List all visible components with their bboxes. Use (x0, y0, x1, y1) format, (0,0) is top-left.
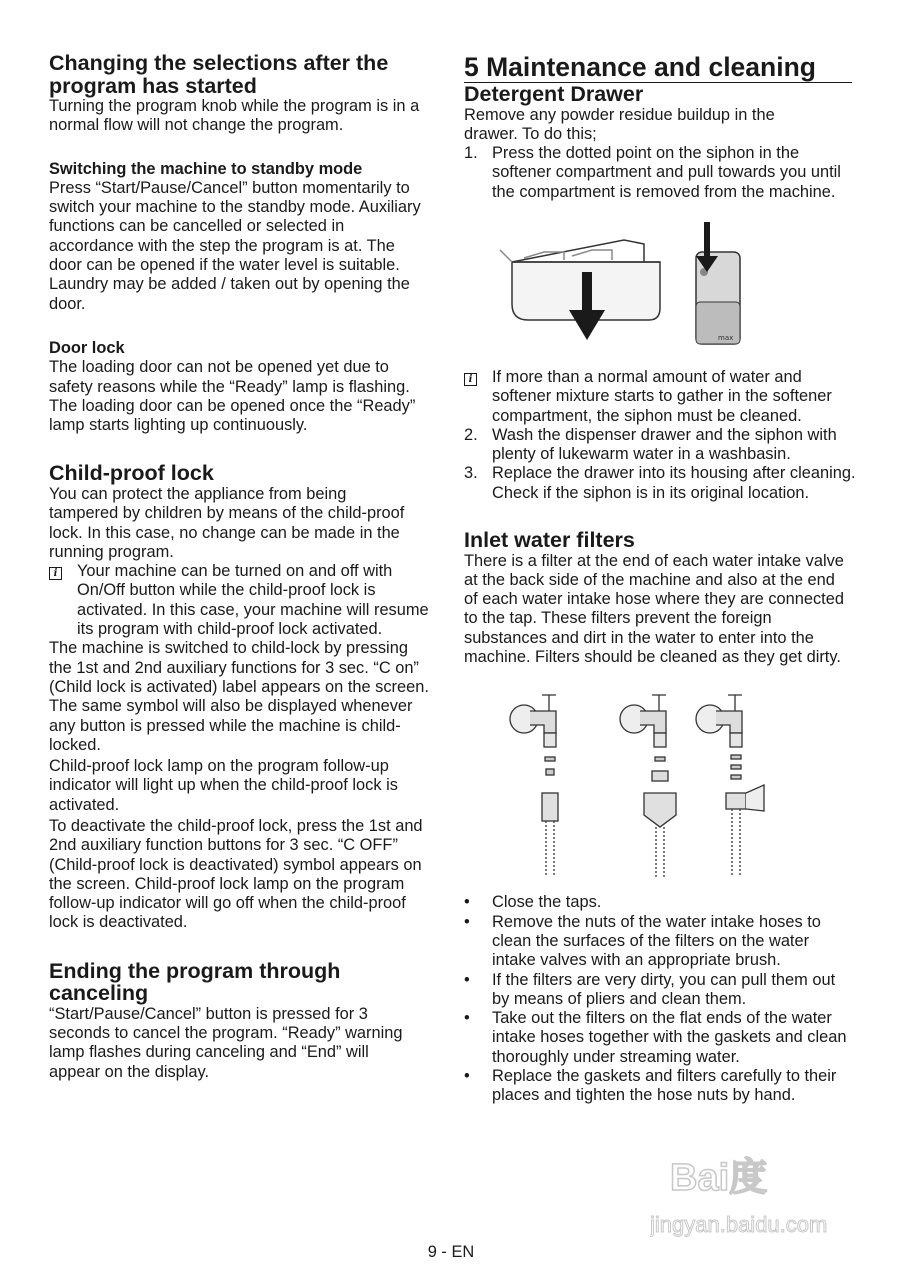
paragraph: The machine is switched to child-lock by pressing the 1st and 2nd auxiliary functions for 3 sec. “C on” (Child lock is activated) label appears on the screen. The same symbol will also be displayed whenever any button is pressed while the machine is child-locked. (49, 639, 429, 754)
section-title-child-proof-lock: Child-proof lock (49, 461, 214, 486)
list-item (464, 913, 856, 971)
info-icon: i (464, 373, 477, 386)
list-item (464, 893, 856, 912)
bullet-mark: • (464, 912, 470, 931)
note-row (49, 562, 444, 639)
inlet-filters-figure (464, 681, 856, 881)
drawer-illustration (500, 240, 660, 320)
list-item (464, 971, 856, 1010)
bullet-mark: • (464, 1009, 470, 1028)
page-number: 9 - EN (427, 1243, 475, 1261)
paragraph: To deactivate the child-proof lock, press the 1st and 2nd auxiliary function buttons for 3 sec. “C OFF” (Child-proof lock is deactivated) symbol appears on the screen. Child-proof lock lamp on the program follow-up indicator will go off when the child-proof lock is deactivated. (49, 817, 423, 932)
paragraph: There is a filter at the end of each water intake valve at the back side of the machine and also at the end of each water intake hose where they are connected to the tap. These filters prevent the foreign substances and dirt in the water to enter into the machine. Filters should be cleaned as they get dirty. (464, 551, 844, 667)
paragraph: The loading door can not be opened yet due to safety reasons while the “Ready” lamp is flashing. The loading door can be opened once the “Ready” lamp starts lighting up continuously. (49, 358, 416, 435)
list-item (464, 144, 856, 202)
detergent-drawer-figure (464, 222, 856, 362)
paragraph: Remove any powder residue buildup in the drawer. To do this; (464, 105, 775, 143)
tap-illustration (510, 695, 558, 877)
bullet-list (464, 893, 856, 1105)
list-text: Remove the nuts of the water intake hoses to clean the surfaces of the filters on the water intake valves with an appropriate brush. (492, 912, 821, 970)
list-text: If the filters are very dirty, you can pull them out by means of pliers and clean them. (492, 970, 836, 1008)
siphon-label: max (718, 333, 734, 342)
left-column (49, 52, 444, 1082)
list-item (464, 1009, 856, 1067)
section-title-standby: Switching the machine to standby mode (49, 159, 363, 178)
section-title-door-lock: Door lock (49, 338, 125, 357)
paragraph: Press “Start/Pause/Cancel” button momentarily to switch your machine to the standby mode. Auxiliary functions can be cancelled or selected in accordance with the step the program is at. The door can be opened if the water level is suitable. Laundry may be added / taken out by opening the door. (49, 178, 421, 313)
paragraph: You can protect the appliance from being tampered by children by means of the child-proof lock. In this case, no change can be made in the running program. (49, 484, 405, 561)
note-text: Your machine can be turned on and off with On/Off button while the child-proof lock is activated. In this case, your machine will resume its program with child-proof lock activated. (77, 562, 429, 639)
list-text: Take out the filters on the flat ends of the water intake hoses together with the gaskets and clean thoroughly under streaming water. (492, 1009, 847, 1066)
section-title-ending-program: Ending the program through canceling (49, 958, 341, 1006)
bullet-mark: • (464, 1067, 470, 1086)
section-title-detergent-drawer: Detergent Drawer (464, 82, 644, 106)
list-number: 2. (464, 425, 478, 444)
siphon-illustration (696, 252, 740, 344)
tap-illustration (696, 695, 764, 877)
tap-illustration (620, 695, 676, 877)
chapter-title: 5 Maintenance and cleaning (464, 52, 852, 83)
paragraph: Turning the program knob while the program is in a normal flow will not change the program. (49, 97, 420, 135)
list-text: Close the taps. (492, 893, 602, 912)
paragraph: “Start/Pause/Cancel” button is pressed for 3 seconds to cancel the program. “Ready” warning lamp flashes during canceling and “End” will appear on the display. (49, 1004, 403, 1081)
list-item (464, 464, 856, 503)
list-text: Press the dotted point on the siphon in the softener compartment and pull towards you until the compartment is removed from the machine. (492, 144, 841, 201)
right-column (464, 52, 856, 1106)
info-icon: i (49, 567, 62, 580)
bullet-mark: • (464, 970, 470, 989)
list-text: Replace the drawer into its housing after cleaning. Check if the siphon is in its original location. (492, 464, 856, 502)
list-item (464, 426, 856, 465)
baidu-watermark (650, 1140, 890, 1240)
watermark-logo: Bai度 (670, 1157, 768, 1199)
note-text: If more than a normal amount of water and softener mixture starts to gather in the softener compartment, the siphon must be cleaned. (492, 367, 832, 425)
list-number: 1. (464, 144, 478, 163)
watermark-text: jingyan.baidu.com (650, 1212, 828, 1237)
list-item (464, 1067, 856, 1106)
paragraph: Child-proof lock lamp on the program follow-up indicator will light up when the child-proof lock is activated. (49, 757, 398, 814)
section-title-inlet-water-filters: Inlet water filters (464, 528, 635, 553)
note-row (464, 368, 856, 426)
list-text: Wash the dispenser drawer and the siphon with plenty of lukewarm water in a washbasin. (492, 425, 837, 464)
list-text: Replace the gaskets and filters carefully to their places and tighten the hose nuts by hand. (492, 1067, 837, 1105)
bullet-mark: • (464, 893, 470, 912)
list-number: 3. (464, 464, 478, 483)
section-title-changing-selections: Changing the selections after the program has started (49, 51, 389, 98)
